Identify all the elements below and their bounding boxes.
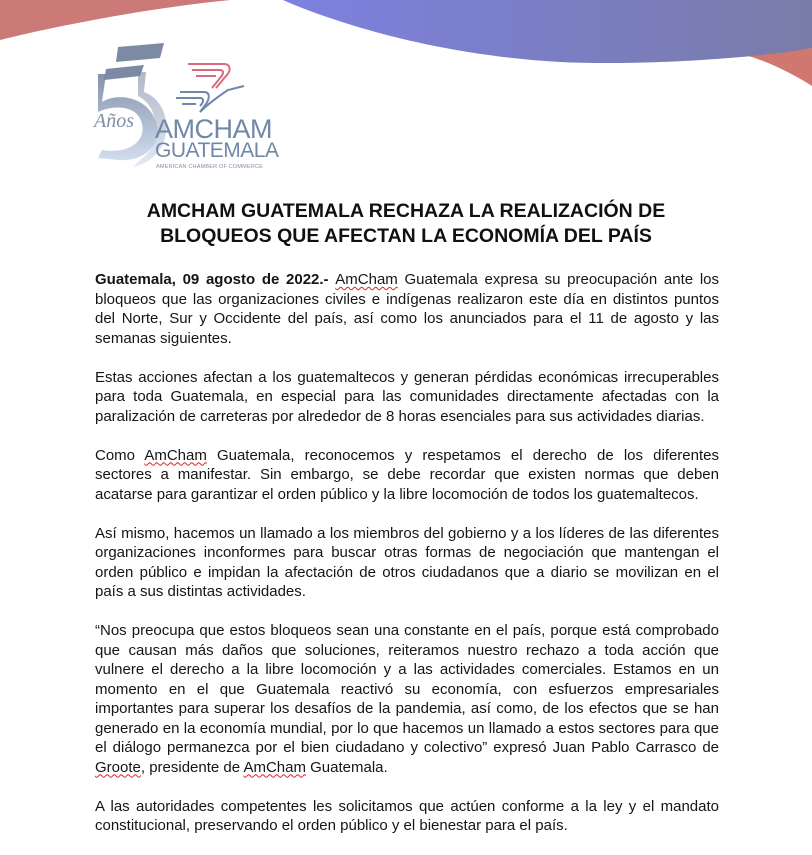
dateline: Guatemala, 09 agosto de 2022.- <box>95 271 336 288</box>
document-title: AMCHAM GUATEMALA RECHAZA LA REALIZACIÓN DE BLOQUEOS QUE AFECTAN LA ECONOMÍA DEL PAÍS <box>146 200 666 247</box>
paragraph-closing: A las autoridades competentes les solicitamos que actúen conforme a la ley y el mandato constitucional, preservando el orden público y el bienestar para el país. <box>95 797 719 834</box>
paragraph-2: Estas acciones afectan a los guatemaltecos y generan pérdidas económicas irrecuperables para toda Guatemala, en especial para las comunidades directamente afectadas con la paralización de carreteras por alrededor de 8 horas esenciales para sus actividades diarias. <box>95 368 719 425</box>
paragraph-4: Así mismo, hacemos un llamado a los miembros del gobierno y a los líderes de las diferentes organizaciones inconformes para buscar otras formas de negociación que mantengan el orden público e impidan la afectación de otros ciudadanos que a diario se movilizan en el país a sus distintas actividades. <box>95 524 719 600</box>
paragraph-intro: Guatemala, 09 agosto de 2022.- AmCham Guatemala expresa su preocupación ante los bloqueos que las organizaciones civiles e indígenas realizaron este día en distintos puntos del Norte, Sur y Occidente del país, así como los anunciados para el 11 de agosto y las semanas siguientes. <box>95 271 719 347</box>
logo-guatemala-text: GUATEMALA <box>155 139 279 162</box>
document-body <box>95 270 719 855</box>
spellcheck-word[interactable]: AmCham <box>335 271 398 288</box>
paragraph-3: Como AmCham Guatemala, reconocemos y respetamos el derecho de los diferentes sectores a manifestar. Sin embargo, se debe recordar que existen normas que deben acatarse para garantizar el orden público y la libre locomoción de todos los guatemaltecos. <box>95 446 719 503</box>
spellcheck-word[interactable]: AmCham <box>243 758 306 776</box>
spellcheck-word[interactable]: Groote <box>95 758 141 776</box>
logo-tagline: AMERICAN CHAMBER OF COMMERCE <box>156 164 264 170</box>
logo-anos-label: Años <box>94 110 134 132</box>
logo-amcham-text: AMCHAM <box>155 114 272 144</box>
spellcheck-word[interactable]: AmCham <box>144 446 207 464</box>
amcham-55-anos-logo <box>88 42 278 177</box>
paragraph-quote: “Nos preocupa que estos bloqueos sean una constante en el país, porque está comprobado que causan más daños que soluciones, reiteramos nuestro rechazo a toda acción que vulnere el derecho a la libre locomoción y a las actividades comerciales. Estamos en un momento en el que Guatemala reactivó su economía, con esfuerzos empresariales importantes para superar los desafíos de la pandemia, así como, de los efectos que se han generado en la economía mundial, por lo que hacemos un llamado a estos sectores para que el diálogo permanezca por el bien ciudadano y colectivo” expresó Juan Pablo Carrasco de Groote, presidente de AmCham Guatemala. <box>95 622 719 776</box>
